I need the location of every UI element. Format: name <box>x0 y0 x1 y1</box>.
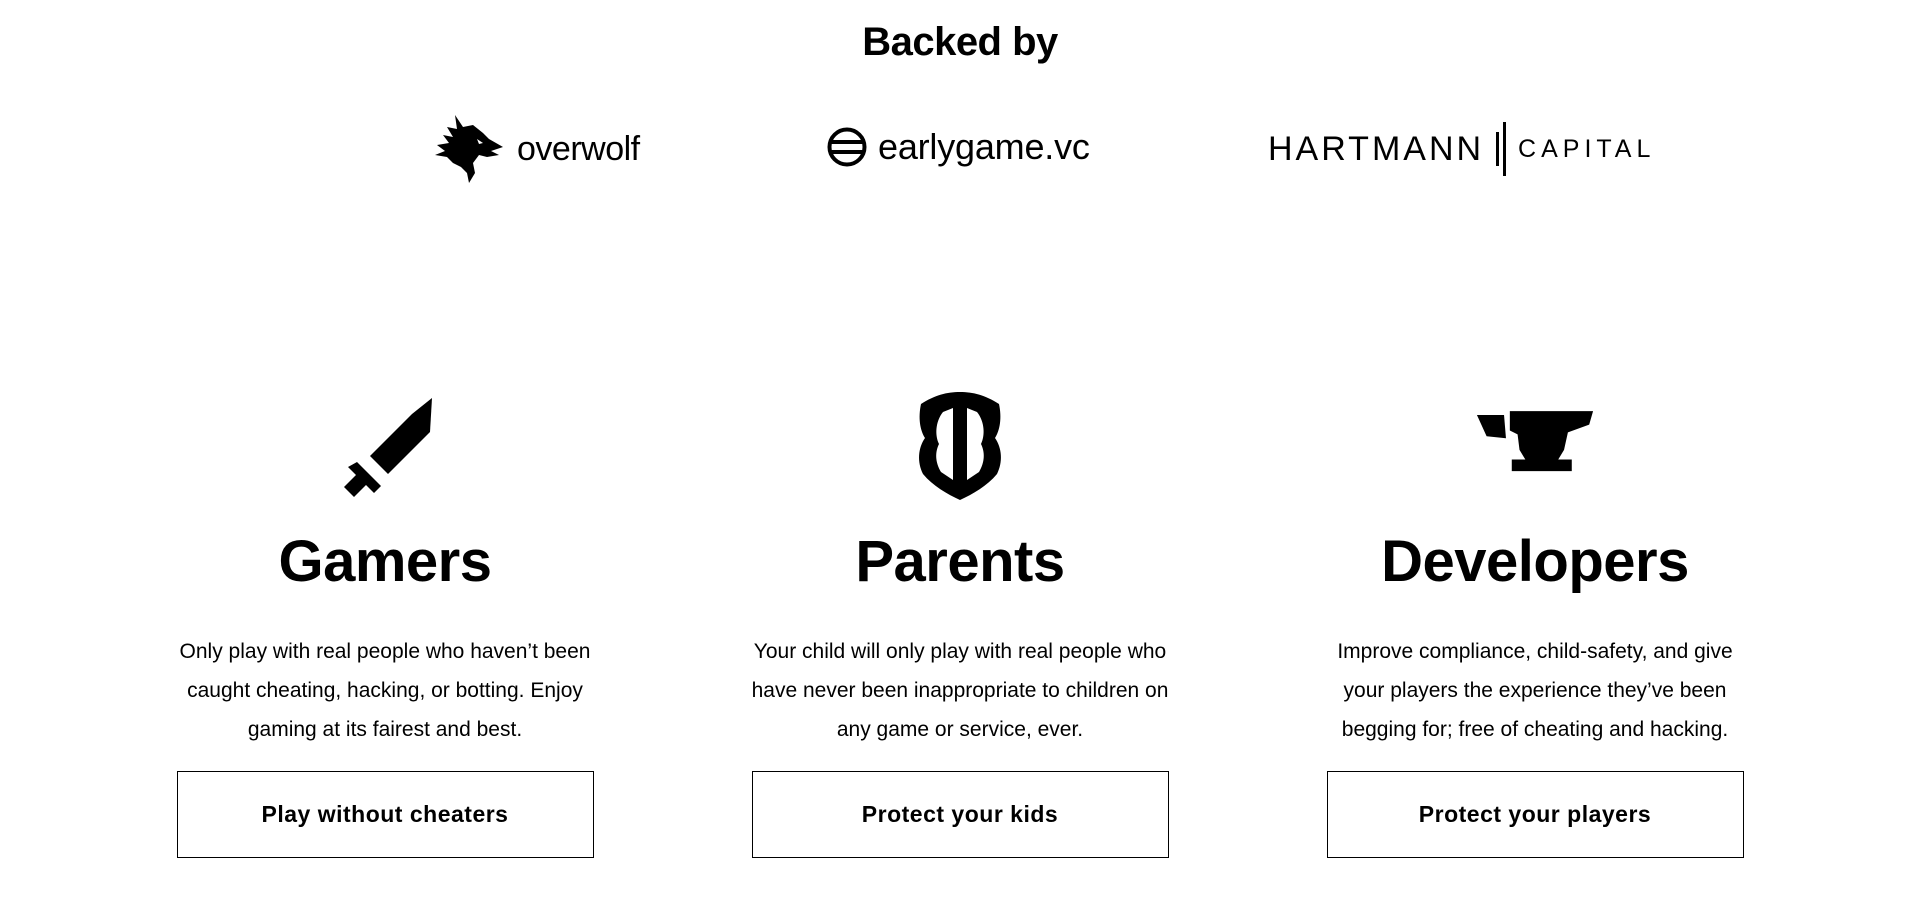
card-description: Your child will only play with real people who have never been inappropriate to children on any game or service, ever. <box>751 640 1169 741</box>
hartmann-wordmark: HARTMANN <box>1268 129 1485 168</box>
earlygame-wordmark: earlygame.vc <box>878 126 1090 167</box>
card-title: Gamers <box>278 529 492 594</box>
capital-wordmark: CAPITAL <box>1518 134 1656 163</box>
earlygame-logo[interactable] <box>826 126 1090 168</box>
card-title: Parents <box>855 529 1065 594</box>
protect-your-kids-button[interactable]: Protect your kids <box>752 771 1169 858</box>
card-developers <box>1327 390 1744 858</box>
circle-e-icon <box>826 126 868 168</box>
overwolf-wordmark: overwolf <box>517 129 640 168</box>
card-description: Only play with real people who haven’t been caught cheating, hacking, or botting. Enjoy gaming at its fairest and best. <box>179 640 591 741</box>
audience-cards <box>0 390 1920 858</box>
play-without-cheaters-button[interactable]: Play without cheaters <box>177 771 594 858</box>
card-parents <box>752 390 1169 858</box>
card-description: Improve compliance, child-safety, and give your players the experience they’ve been begging for; free of cheating and hacking. <box>1337 640 1733 741</box>
sword-icon <box>325 390 445 500</box>
hartmann-capital-logo[interactable] <box>1268 122 1655 176</box>
overwolf-logo[interactable] <box>433 113 640 185</box>
card-gamers <box>177 390 594 858</box>
backed-by-title: Backed by <box>862 20 1058 64</box>
card-title: Developers <box>1381 529 1689 594</box>
shield-icon <box>900 390 1020 500</box>
wolf-head-icon <box>433 113 505 185</box>
anvil-icon <box>1475 390 1595 500</box>
hartmann-divider <box>1494 122 1508 176</box>
protect-your-players-button[interactable]: Protect your players <box>1327 771 1744 858</box>
